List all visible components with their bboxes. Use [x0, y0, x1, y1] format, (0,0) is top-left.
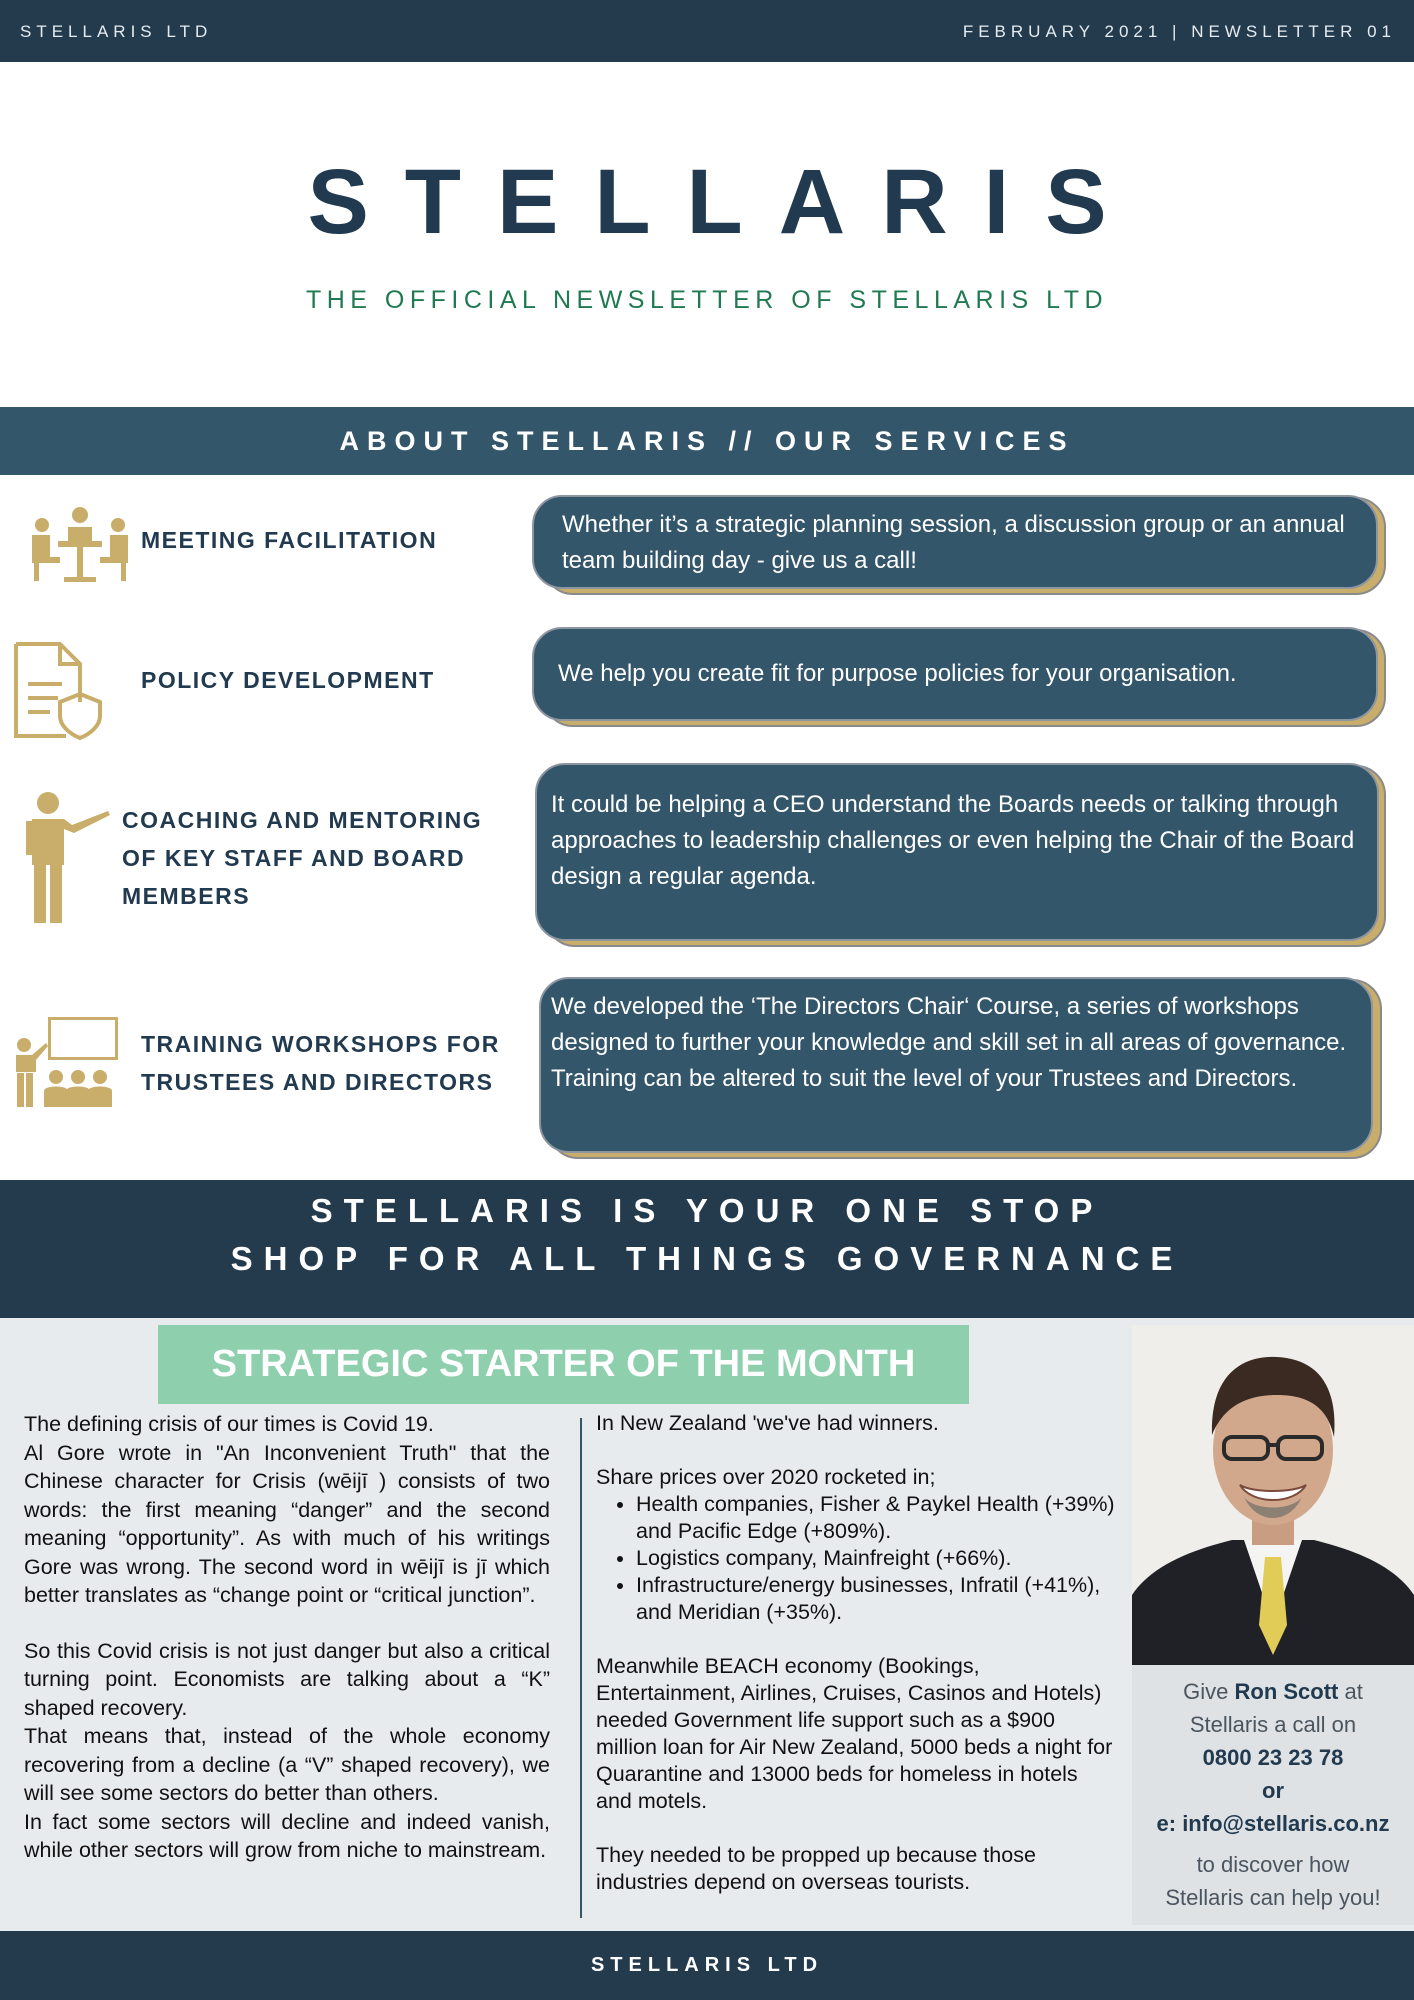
list-item: • Health companies, Fisher & Paykel Health (+39%) and Pacific Edge (+809%).	[636, 1491, 1118, 1545]
portrait-image	[1132, 1325, 1414, 1665]
services-section	[0, 475, 1414, 1180]
portrait-photo	[1132, 1325, 1414, 1665]
contact-name: Ron Scott	[1234, 1679, 1339, 1704]
feature-left-column	[24, 1410, 550, 1865]
service-text-coaching: It could be helping a CEO understand the Boards needs or talking through approaches to leadership challenges or even helping the Chair of the Board design a regular agenda.	[551, 791, 1355, 890]
one-stop-banner	[0, 1180, 1414, 1318]
company-name: STELLARIS LTD	[20, 22, 213, 41]
left-para-2b: That means that, instead of the whole economy recovering from a decline (a “V” shaped recovery), we will see some sectors do better than others.	[24, 1724, 550, 1805]
left-para-1b: Al Gore wrote in "An Inconvenient Truth" that the Chinese character for Crisis (wēijī ) consists of two words: the first meaning “danger” and the second meaning “opportunity”. As with much of his writings Gore was wrong. The second word in wēijī is jī which better translates as “change point or “critical junction”.	[24, 1440, 550, 1607]
column-divider	[580, 1418, 582, 1918]
one-stop-line2: SHOP FOR ALL THINGS GOVERNANCE	[230, 1240, 1184, 1277]
contact-text	[1132, 1665, 1414, 1925]
training-icon	[14, 1015, 122, 1109]
contact-give: Give	[1183, 1679, 1229, 1704]
service-text-training-1: We developed the ‘The Directors Chair‘ Course, a series of workshops designed to further your knowledge and skill set in all areas of governance.	[551, 993, 1347, 1056]
contact-or: or	[1262, 1778, 1284, 1803]
right-share-intro: Share prices over 2020 rocketed in;	[596, 1465, 936, 1489]
service-text-meeting: Whether it’s a strategic planning session, a discussion group or an annual team building day - give us a call!	[562, 511, 1345, 574]
top-bar	[0, 0, 1414, 62]
feature-section	[0, 1318, 1414, 1931]
service-title-training-line1: TRAINING WORKSHOPS FOR	[141, 1031, 500, 1057]
feature-banner: STRATEGIC STARTER OF THE MONTH	[158, 1325, 969, 1404]
left-para-2a: So this Covid crisis is not just danger but also a critical turning point. Economists are talking about a “K” shaped recovery.	[24, 1638, 550, 1720]
footer: STELLARIS LTD	[0, 1931, 1414, 2000]
service-title-coaching-line2: OF KEY STAFF AND BOARD	[122, 845, 466, 871]
list-item: • Infrastructure/energy businesses, Infratil (+41%), and Meridian (+35%).	[636, 1572, 1118, 1626]
right-beach: Meanwhile BEACH economy (Bookings, Entertainment, Airlines, Cruises, Casinos and Hotels) needed Government life support such as a $900 million loan for Air New Zealand, 5000 beds a night for Quarantine and 13000 beds for homeless in hotels and motels.	[596, 1654, 1113, 1813]
contact-at: at	[1344, 1679, 1363, 1704]
contact-panel	[1132, 1325, 1414, 1925]
service-title-coaching	[122, 801, 482, 915]
service-card-training	[539, 977, 1373, 1153]
service-title-coaching-line3: MEMBERS	[122, 883, 251, 909]
service-title-training	[141, 1025, 500, 1101]
contact-email[interactable]: e: info@stellaris.co.nz	[1156, 1811, 1390, 1836]
about-heading: ABOUT STELLARIS // OUR SERVICES	[0, 407, 1414, 475]
service-card-policy	[532, 627, 1378, 721]
feature-right-column	[596, 1410, 1118, 1896]
contact-phone[interactable]: 0800 23 23 78	[1202, 1745, 1344, 1770]
newsletter-title: STELLARIS	[307, 151, 1143, 253]
service-card-coaching	[535, 763, 1379, 941]
one-stop-line1: STELLARIS IS YOUR ONE STOP	[310, 1192, 1104, 1229]
service-title-policy: POLICY DEVELOPMENT	[141, 667, 435, 693]
meeting-icon	[28, 505, 132, 583]
contact-call: Stellaris a call on	[1189, 1712, 1357, 1737]
service-text-training-2: Training can be altered to suit the level of your Trustees and Directors.	[551, 1065, 1298, 1092]
contact-discover-1: to discover how	[1196, 1852, 1350, 1877]
masthead	[0, 62, 1414, 407]
service-title-meeting: MEETING FACILITATION	[141, 527, 438, 553]
policy-document-icon	[12, 640, 106, 740]
service-title-coaching-line1: COACHING AND MENTORING	[122, 807, 483, 833]
contact-discover-2: Stellaris can help you!	[1165, 1885, 1381, 1910]
issue-info: FEBRUARY 2021 | NEWSLETTER 01	[962, 22, 1396, 41]
left-para-1a: The defining crisis of our times is Covid 19.	[24, 1412, 434, 1436]
list-item: • Logistics company, Mainfreight (+66%).	[636, 1545, 1118, 1572]
presenter-icon	[20, 791, 114, 925]
share-list	[636, 1491, 1118, 1626]
service-text-policy: We help you create fit for purpose policies for your organisation.	[558, 660, 1237, 687]
right-closing: They needed to be propped up because those industries depend on overseas tourists.	[596, 1843, 1036, 1894]
left-para-2c: In fact some sectors will decline and indeed vanish, while other sectors will grow from niche to mainstream.	[24, 1809, 550, 1862]
service-card-meeting	[532, 495, 1378, 589]
newsletter-subtitle: THE OFFICIAL NEWSLETTER OF STELLARIS LTD	[305, 286, 1109, 314]
right-intro: In New Zealand 'we've had winners.	[596, 1411, 939, 1435]
service-title-training-line2: TRUSTEES AND DIRECTORS	[141, 1069, 494, 1095]
